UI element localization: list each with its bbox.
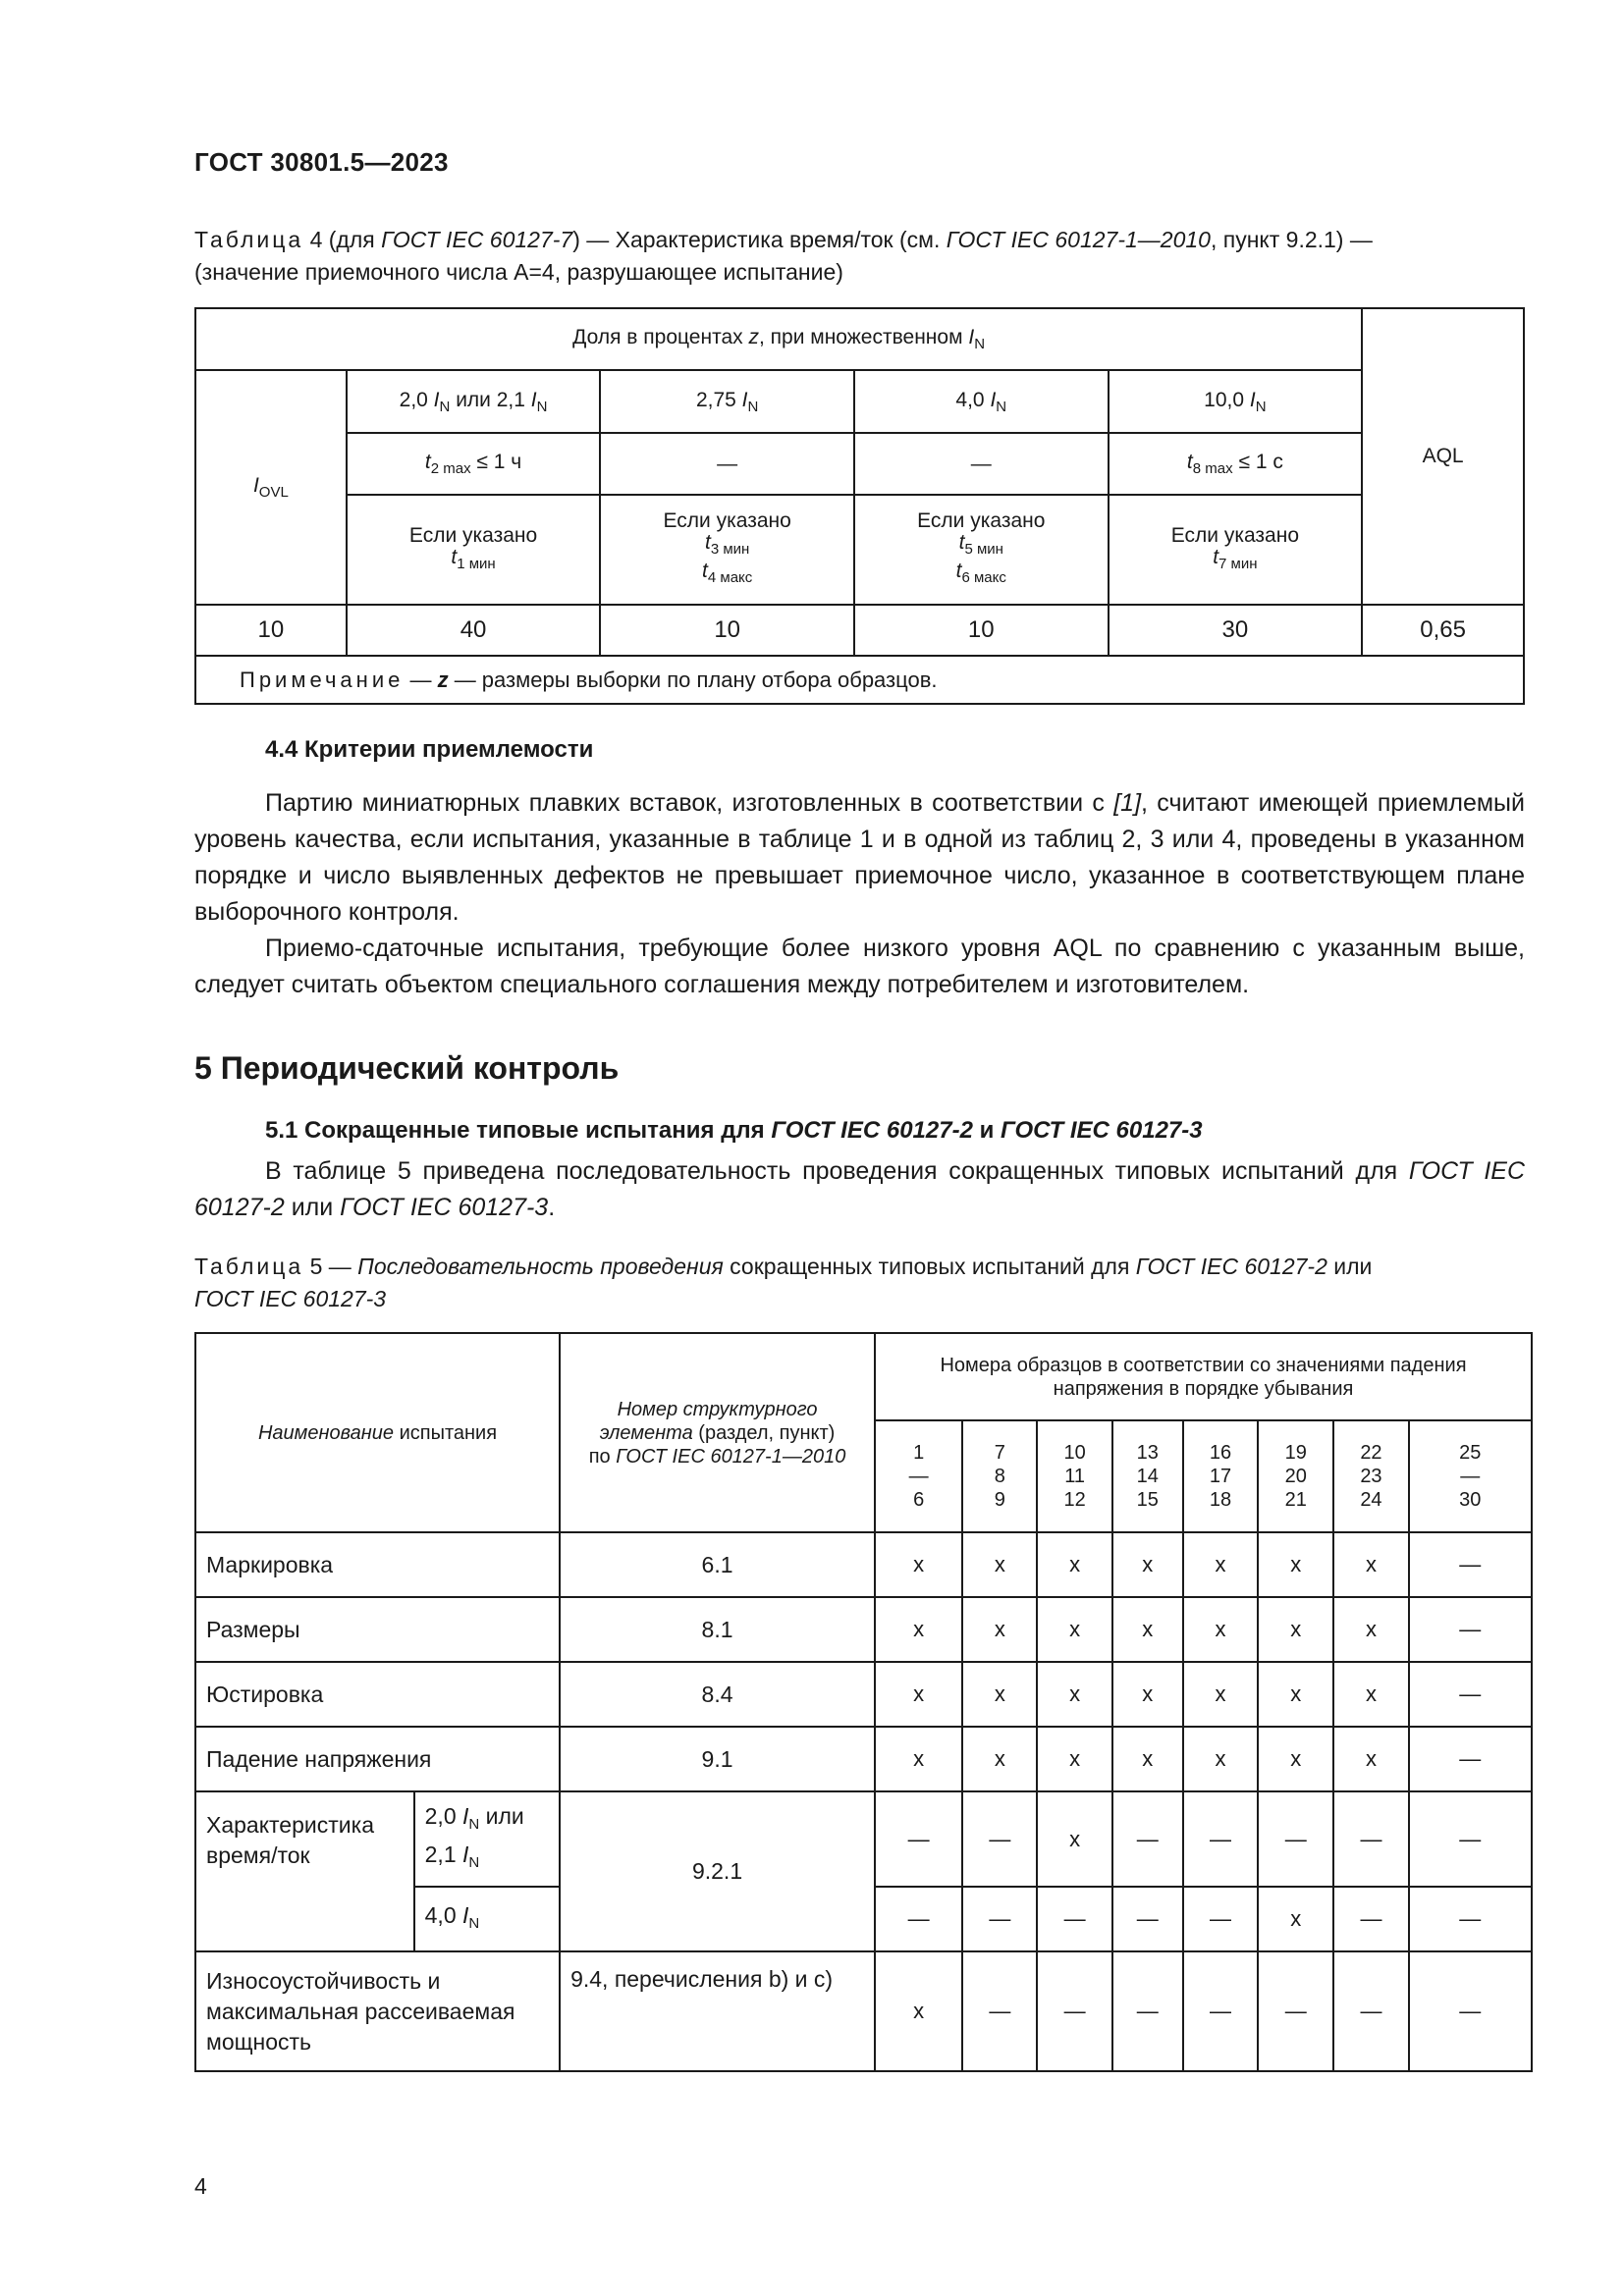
table4-t3-cell: Если указано $t_{3 мин}$ $t_{4 макс}$ [600, 495, 854, 605]
table5-cell: — [1333, 1791, 1408, 1887]
table5-cell: — [1037, 1887, 1111, 1951]
section-5-heading: 5 Периодический контроль [194, 1050, 620, 1086]
table4-value: 10 [600, 605, 854, 656]
table5-cell: x [1333, 1662, 1408, 1727]
section-5-1-text [194, 1153, 1525, 1226]
table5-row [195, 1662, 1532, 1727]
table4-dash-cell: — [854, 433, 1109, 495]
table5-row-ref: 9.1 [560, 1727, 875, 1791]
sample-col-header: 10 11 12 [1037, 1420, 1111, 1532]
table5-cell: — [962, 1791, 1037, 1887]
table5-cell: x [875, 1951, 962, 2071]
table5-row-name: Юстировка [195, 1662, 560, 1727]
table4-top-header: Доля в процентах z, при множественном $I_N$ [195, 308, 1362, 370]
table5-cell: — [1409, 1532, 1532, 1597]
table5-cell: x [1258, 1532, 1333, 1597]
table4-caption-word: Таблица [194, 227, 304, 252]
table5-cell: — [1258, 1951, 1333, 2071]
table5-cell: — [1409, 1887, 1532, 1951]
table4-col1-header: 2,0 $I_N$ или 2,1 $I_N$ [347, 370, 601, 433]
table4-t5-cell: Если указано $t_{5 мин}$ $t_{6 макс}$ [854, 495, 1109, 605]
page-number: 4 [194, 2173, 207, 2199]
table5-cell: x [1333, 1597, 1408, 1662]
table4-t8-cell: $t_{8 max} \le 1$ с [1109, 433, 1363, 495]
table5-cell: — [1112, 1951, 1183, 2071]
table5-samples-header: Номера образцов в соответствии со значениями падения напряжения в порядке убывания [875, 1333, 1532, 1420]
table5-cell: — [1333, 1887, 1408, 1951]
table4-caption-number: 4 [309, 227, 323, 252]
table4-value: 10 [854, 605, 1109, 656]
table4-dash-cell: — [600, 433, 854, 495]
table5-cell: — [1409, 1597, 1532, 1662]
table5-cell: x [962, 1597, 1037, 1662]
section-4-4-heading: 4.4 Критерии приемлемости [265, 736, 594, 763]
table4-col2-header: 2,75 $I_N$ [600, 370, 854, 433]
table5-cell: — [1183, 1951, 1258, 2071]
paragraph: В таблице 5 приведена последовательность проведения сокращенных типовых испытаний для ГОСТ IEC 60127-2 или ГОСТ IEC 60127-3. [194, 1157, 1525, 1221]
table5-cell: — [1333, 1951, 1408, 2071]
table5-cell: x [1037, 1791, 1111, 1887]
table-5 [194, 1332, 1533, 2072]
table4-col4-header: 10,0 $I_N$ [1109, 370, 1363, 433]
table5-cell: x [1258, 1887, 1333, 1951]
table5-cell: — [1037, 1951, 1111, 2071]
table5-row-ref: 8.1 [560, 1597, 875, 1662]
table4-t1-cell: Если указано $t_{1 мин}$ [347, 495, 601, 605]
table4-caption-line2: (значение приемочного числа А=4, разрушающее испытание) [194, 259, 843, 285]
sample-col-header: 16 17 18 [1183, 1420, 1258, 1532]
table5-cell: — [962, 1951, 1037, 2071]
paragraph: Партию миниатюрных плавких вставок, изготовленных в соответствии с [1], считают имеющей приемлемый уровень качества, если испытания, указанные в таблице 1 и в одной из таблиц 2, 3 или 4, проведены в указанном порядке и число выявленных дефектов не превышает приемочное число, указанное в соответствующем плане выборочного контроля. [194, 789, 1525, 926]
section-4-4-text [194, 785, 1525, 1003]
table5-cell: x [1112, 1532, 1183, 1597]
table5-cell: x [875, 1727, 962, 1791]
sample-col-header: 7 8 9 [962, 1420, 1037, 1532]
table5-cell: x [1258, 1597, 1333, 1662]
table5-cell: x [1183, 1727, 1258, 1791]
table5-cell: — [1409, 1662, 1532, 1727]
table4-caption: Таблица 4 (для ГОСТ IEC 60127-7) — Характеристика время/ток (см. ГОСТ IEC 60127-1—2010, пункт 9.2.1) — (значение приемочного числа А=4, разрушающее испытание) [194, 227, 1373, 285]
document-header: ГОСТ 30801.5—2023 [194, 147, 449, 177]
table5-cell: — [1112, 1791, 1183, 1887]
table-4 [194, 307, 1525, 705]
table4-value: 10 [195, 605, 347, 656]
table5-cell: — [875, 1791, 962, 1887]
table4-iovl-header: $I_{OVL}$ [195, 370, 347, 605]
table5-cell: x [1333, 1532, 1408, 1597]
table5-row-name: Маркировка [195, 1532, 560, 1597]
table5-row [195, 1597, 1532, 1662]
section-5-1-heading: 5.1 Сокращенные типовые испытания для ГОСТ IEC 60127-2 и ГОСТ IEC 60127-3 [265, 1117, 1203, 1144]
sample-col-header: 1 — 6 [875, 1420, 962, 1532]
table5-cell: — [1409, 1791, 1532, 1887]
table5-row [195, 1727, 1532, 1791]
table5-cell: x [962, 1727, 1037, 1791]
table5-cell: — [1409, 1727, 1532, 1791]
table5-cell: x [1333, 1727, 1408, 1791]
table5-row-ref: 9.2.1 [560, 1791, 875, 1951]
table5-cell: — [1258, 1791, 1333, 1887]
table5-cell: x [1258, 1727, 1333, 1791]
table5-cell: x [962, 1662, 1037, 1727]
table5-row-ref: 9.4, перечисления b) и c) [560, 1951, 875, 2071]
table5-cell: x [875, 1662, 962, 1727]
table5-cell: x [1183, 1597, 1258, 1662]
table5-row-name: Падение напряжения [195, 1727, 560, 1791]
table5-cell: — [1183, 1887, 1258, 1951]
table5-row-ref: 8.4 [560, 1662, 875, 1727]
sample-col-header: 19 20 21 [1258, 1420, 1333, 1532]
table5-cell: x [875, 1597, 962, 1662]
sample-col-header: 22 23 24 [1333, 1420, 1408, 1532]
table5-row-name: Износоустойчивость и максимальная рассеиваемая мощность [195, 1951, 560, 2071]
table5-cell: x [1037, 1597, 1111, 1662]
table5-row-name: Характеристика время/ток [195, 1791, 414, 1951]
table4-value: 30 [1109, 605, 1363, 656]
table4-value: 40 [347, 605, 601, 656]
table5-cell: x [1037, 1532, 1111, 1597]
table4-t2-cell: $t_{2 max} \le 1$ ч [347, 433, 601, 495]
table5-cell: x [875, 1532, 962, 1597]
table4-col3-header: 4,0 $I_N$ [854, 370, 1109, 433]
table4-value: 0,65 [1362, 605, 1524, 656]
table5-subrow-name: 2,0 $I_N$ или 2,1 $I_N$ [414, 1791, 560, 1887]
table5-cell: — [1183, 1791, 1258, 1887]
table4-note: Примечание — z — размеры выборки по плану отбора образцов. [195, 656, 1524, 704]
table5-cell: — [962, 1887, 1037, 1951]
table5-cell: x [1037, 1662, 1111, 1727]
table5-row-name: Размеры [195, 1597, 560, 1662]
table4-t7-cell: Если указано $t_{7 мин}$ [1109, 495, 1363, 605]
table5-cell: x [1112, 1727, 1183, 1791]
table4-aql-header: AQL [1362, 308, 1524, 605]
table5-cell: x [1183, 1532, 1258, 1597]
table5-row [195, 1532, 1532, 1597]
table5-subrow-name: 4,0 $I_N$ [414, 1887, 560, 1951]
table5-cell: — [1409, 1951, 1532, 2071]
paragraph: Приемо-сдаточные испытания, требующие более низкого уровня AQL по сравнению с указанным выше, следует считать объектом специального соглашения между потребителем и изготовителем. [194, 934, 1525, 998]
table5-cell: x [1183, 1662, 1258, 1727]
table5-row-ref: 6.1 [560, 1532, 875, 1597]
table5-cell: x [1258, 1662, 1333, 1727]
table5-cell: x [1112, 1597, 1183, 1662]
table5-struct-header: Номер структурного элемента (раздел, пункт) по ГОСТ IEC 60127-1—2010 [560, 1333, 875, 1532]
table5-cell: — [875, 1887, 962, 1951]
table5-caption: Таблица 5 — Последовательность проведения сокращенных типовых испытаний для ГОСТ IEC 60127-2 или ГОСТ IEC 60127-3 [194, 1254, 1373, 1311]
table5-cell: x [1112, 1662, 1183, 1727]
table5-name-header: Наименование испытания [195, 1333, 560, 1532]
sample-col-header: 25 — 30 [1409, 1420, 1532, 1532]
table5-cell: x [1037, 1727, 1111, 1791]
table5-cell: — [1112, 1887, 1183, 1951]
table5-cell: x [962, 1532, 1037, 1597]
sample-col-header: 13 14 15 [1112, 1420, 1183, 1532]
